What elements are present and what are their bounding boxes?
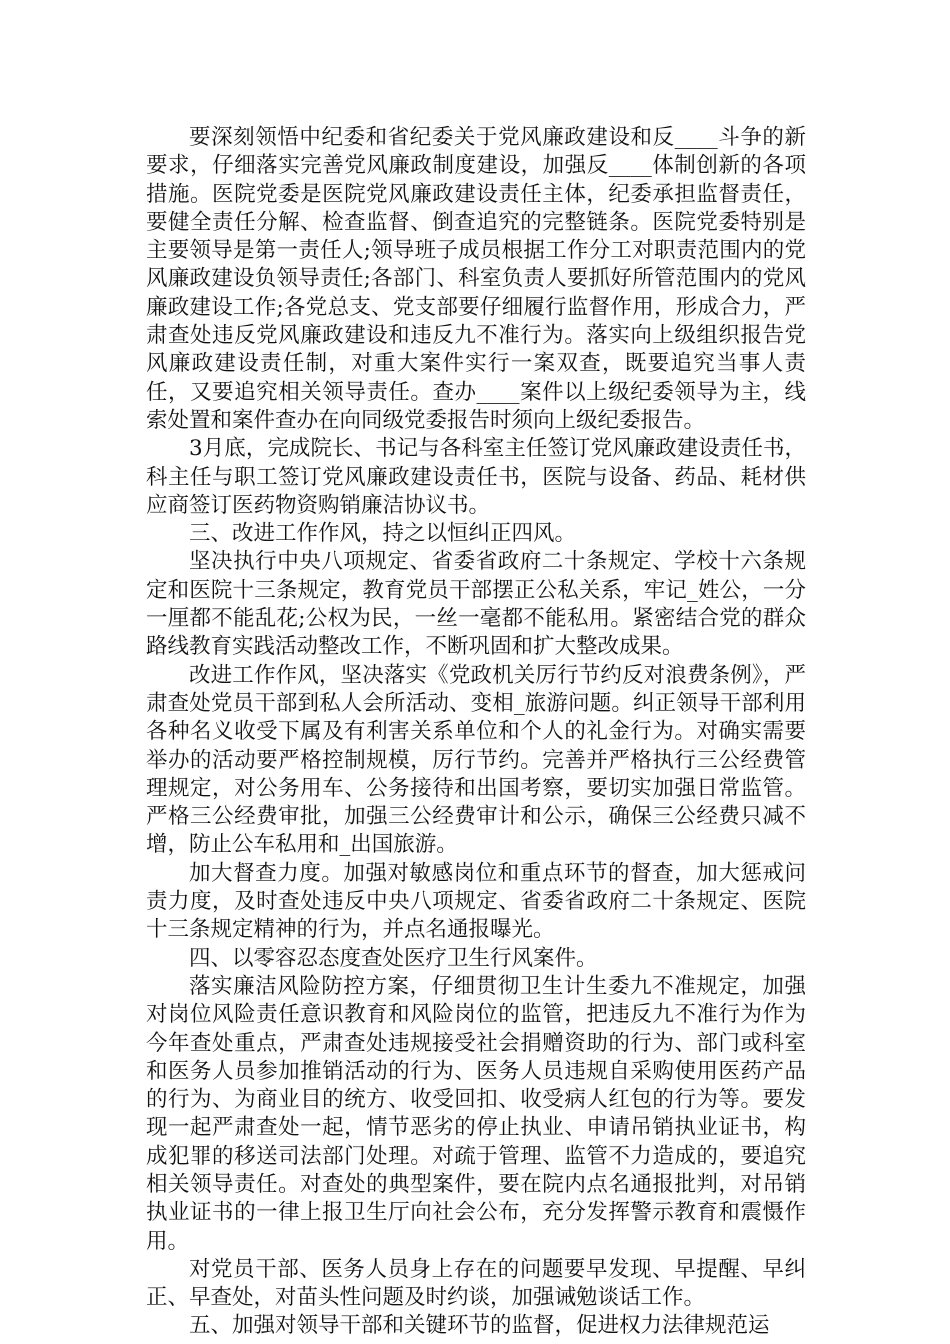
section-heading-leadership-supervision: 五、加强对领导干部和关键环节的监督，促进权力法律规范运 [189,1313,770,1339]
paragraph-early-detection: 对党员干部、医务人员身上存在的问题要早发现、早提醒、早纠正、早查处，对苗头性问题及时约谈，加强诫勉谈话工作。 [146,1256,806,1311]
paragraph-march-agreements: 3月底，完成院长、书记与各科室主任签订党风廉政建设责任书，科主任与职工签订党风廉政建设责任书，医院与设备、药品、耗材供应商签订医药物资购销廉洁协议书。 [146,436,806,518]
paragraph-risk-control: 落实廉洁风险防控方案，仔细贯彻卫生计生委九不准规定，加强对岗位风险责任意识教育和风险岗位的监管，把违反九不准行为作为今年查处重点，严肃查处违规接受社会捐赠资助的行为、部门或科室和医务人员参加推销活动的行为、医务人员违规自采购使用医药产品的行为、为商业目的统方、收受回扣、收受病人红包的行为等。要发现一起严肃查处一起，情节恶劣的停止执业、申请吊销执业证书，构成犯罪的移送司法部门处理。对疏于管理、监管不力造成的，要追究相关领导责任。对查处的典型案件，要在院内点名通报批判，对吊销执业证书的一律上报卫生厅向社会公布，充分发挥警示教育和震慑作用。 [146,973,806,1254]
paragraph-central-regulations: 坚决执行中央八项规定、省委省政府二十条规定、学校十六条规定和医院十三条规定，教育党员干部摆正公私关系，牢记_姓公，一分一厘都不能乱花;公权为民，一丝一毫都不能私用。紧密结合党的群众路线教育实践活动整改工作，不断巩固和扩大整改成果。 [146,549,806,660]
paragraph-party-responsibility: 要深刻领悟中纪委和省纪委关于党风廉政建设和反____斗争的新要求，仔细落实完善党风廉政制度建设，加强反____体制创新的各项措施。医院党委是医院党风廉政建设责任主体，纪委承担监督责任，要健全责任分解、检查监督、倒查追究的完整链条。医院党委特别是主要领导是第一责任人;领导班子成员根据工作分工对职责范围内的党风廉政建设负领导责任;各部门、科室负责人要抓好所管范围内的党风廉政建设工作;各党总支、党支部要仔细履行监督作用，形成合力，严肃查处违反党风廉政建设和违反九不准行为。落实向上级组织报告党风廉政建设责任制，对重大案件实行一案双查，既要追究当事人责任，又要追究相关领导责任。查办____案件以上级纪委领导为主，线索处置和案件查办在向同级党委报告时须向上级纪委报告。 [146,125,806,433]
paragraph-supervision: 加大督查力度。加强对敏感岗位和重点环节的督查，加大惩戒问责力度，及时查处违反中央八项规定、省委省政府二十条规定、医院十三条规定精神的行为，并点名通报曝光。 [146,860,806,943]
document-body [146,124,806,1341]
section-heading-zero-tolerance: 四、以零容忍态度查处医疗卫生行风案件。 [189,945,598,971]
paragraph-improve-work-style: 改进工作作风，坚决落实《党政机关厉行节约反对浪费条例》，严肃查处党员干部到私人会所活动、变相_旅游问题。纠正领导干部利用各种名义收受下属及有利害关系单位和个人的礼金行为。对确实需要举办的活动要严格控制规模，厉行节约。完善并严格执行三公经费管理规定，对公务用车、公务接待和出国考察，要切实加强日常监管。严格三公经费审批，加强三公经费审计和公示，确保三公经费只减不增，防止公车私用和_出国旅游。 [146,662,806,858]
section-heading-work-style: 三、改进工作作风，持之以恒纠正四风。 [189,521,577,547]
